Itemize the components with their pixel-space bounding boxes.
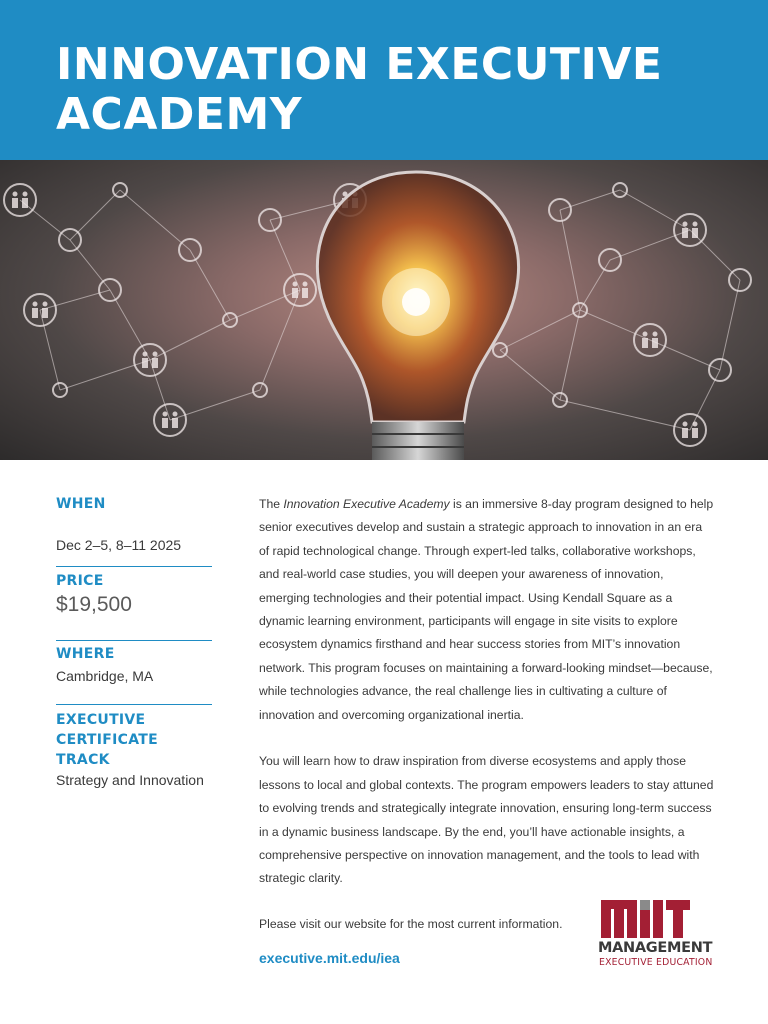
track-value: Strategy and Innovation [56,772,204,788]
paragraph-1-rest: is an immersive 8-day program designed to help senior executives develop and sustain a strategic approach to innovation in an era of rapid technological change. Through expert-led talks, collaborative workshops, and real-world case studies, you will deepen your awareness of innovation, emerging technologies and their potential impact. Using Kendall Square as a dynamic learning environment, participants will engage in site visits to explore ecosystem dynamics firsthand and hear success stories from MIT’s innovation network. This program focuses on maintaining a forward-looking mindset—because, while technologies advance, the real challenge lies in cultivating a culture of innovation and overcoming organizational inertia. [259,497,714,722]
hero-image [0,160,768,460]
paragraph-2: You will learn how to draw inspiration from diverse ecosystems and apply those lessons to local and global contexts. The program empowers leaders to stay attuned to evolving trends and strategically integrate innovation, ensuring long-term success in a dynamic business landscape. By the end, you’ll have actionable insights, a comprehensive perspective on innovation management, and the tools to lead with strategic clarity. [259,754,714,886]
program-name: Innovation Executive Academy [283,497,450,511]
paragraph-1-lead: The [259,497,284,511]
price-label: PRICE [56,573,104,589]
where-label: WHERE [56,646,115,662]
logo-executive-education: EXECUTIVE EDUCATION [599,957,713,968]
track-label-line-3: TRACK [56,752,110,768]
track-label-line-1: EXECUTIVE [56,712,146,728]
header-banner [0,0,768,160]
website-link[interactable]: executive.mit.edu/iea [259,950,400,966]
visit-note: Please visit our website for the most current information. [259,917,563,931]
logo-management: MANAGEMENT [598,940,713,956]
divider [56,566,212,567]
divider [56,640,212,641]
track-label-line-2: CERTIFICATE [56,732,158,748]
bulb-base [372,422,464,460]
lightbulb-network-icon [0,160,768,460]
mit-management-logo [598,896,716,970]
page-title: INNOVATION EXECUTIVE ACADEMY [56,39,663,140]
when-value: Dec 2–5, 8–11 2025 [56,537,182,553]
price-value: $19,500 [56,593,132,616]
mit-logo-icon [598,896,716,940]
paragraph-1 [259,493,715,727]
program-description [259,493,715,914]
when-label: WHEN [56,496,106,512]
divider [56,704,212,705]
where-value: Cambridge, MA [56,668,154,684]
